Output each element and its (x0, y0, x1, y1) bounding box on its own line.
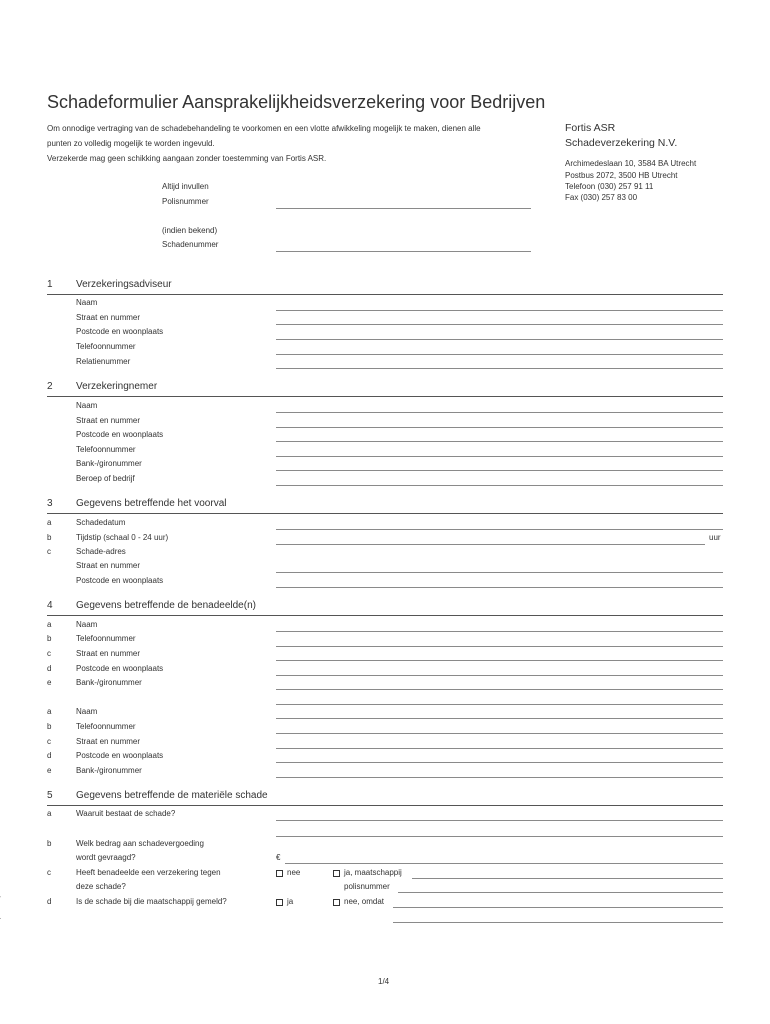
damage-description-field-1[interactable] (276, 820, 723, 821)
injured-2-postcode-label: Postcode en woonplaats (76, 751, 164, 760)
company-subname: Schadeverzekering N.V. (565, 137, 678, 149)
section-3-rule (47, 513, 723, 514)
section-4-rule (47, 615, 723, 616)
advisor-postcode-field[interactable] (276, 339, 723, 340)
reported-reason-field-2[interactable] (393, 922, 723, 923)
policyholder-street-field[interactable] (276, 427, 723, 428)
injured-2-bank-field[interactable] (276, 777, 723, 778)
injured-2-street-label: Straat en nummer (76, 737, 141, 746)
item-letter: b (47, 722, 52, 731)
item-letter: c (47, 737, 51, 746)
item-letter: d (47, 664, 52, 673)
section-2-number: 2 (47, 381, 53, 392)
advisor-postcode-label: Postcode en woonplaats (76, 327, 164, 336)
injured-1-street-field[interactable] (276, 660, 723, 661)
if-known-label: (indien bekend) (162, 226, 218, 235)
policyholder-phone-label: Telefoonnummer (76, 445, 136, 454)
other-insurance-no-checkbox[interactable] (276, 870, 283, 877)
injured-2-bank-label: Bank-/gironummer (76, 766, 142, 775)
compensation-label-line-2: wordt gevraagd? (76, 853, 136, 862)
injured-1-phone-field[interactable] (276, 646, 723, 647)
item-letter: d (47, 751, 52, 760)
policyholder-name-label: Naam (76, 401, 98, 410)
incident-date-label: Schadedatum (76, 518, 126, 527)
item-letter: a (47, 518, 52, 527)
section-5-number: 5 (47, 790, 53, 801)
policyholder-bank-field[interactable] (276, 470, 723, 471)
injured-1-postcode-field[interactable] (276, 675, 723, 676)
reported-label: Is de schade bij die maatschappij gemeld? (76, 897, 227, 906)
item-letter: b (47, 839, 52, 848)
item-letter: a (47, 620, 52, 629)
item-letter: e (47, 678, 52, 687)
injured-1-street-label: Straat en nummer (76, 649, 141, 658)
section-3-number: 3 (47, 498, 53, 509)
page-number: 1/4 (378, 977, 390, 986)
injured-1-bank-label: Bank-/gironummer (76, 678, 142, 687)
advisor-phone-field[interactable] (276, 354, 723, 355)
item-letter: d (47, 897, 52, 906)
item-letter: a (47, 809, 52, 818)
other-insurance-company-field[interactable] (412, 878, 723, 879)
policyholder-postcode-field[interactable] (276, 441, 723, 442)
policyholder-street-label: Straat en nummer (76, 416, 141, 425)
incident-postcode-field[interactable] (276, 587, 723, 588)
injured-2-name-label: Naam (76, 707, 98, 716)
other-insurance-no-label: nee (287, 868, 301, 877)
intro-text-line-1: Om onnodige vertraging van de schadebehandeling te voorkomen en een vlotte afwikkeling mogelijk te maken, dienen alle (47, 124, 481, 133)
advisor-name-label: Naam (76, 298, 98, 307)
reported-no-label: nee, omdat (344, 897, 385, 906)
policyholder-occupation-field[interactable] (276, 485, 723, 486)
euro-sign: € (276, 853, 281, 862)
advisor-relation-label: Relatienummer (76, 357, 131, 366)
compensation-label-line-1: Welk bedrag aan schadevergoeding (76, 839, 204, 848)
item-letter: a (47, 707, 52, 716)
other-insurance-yes-checkbox[interactable] (333, 870, 340, 877)
item-letter: b (47, 634, 52, 643)
policy-number-field[interactable] (276, 208, 531, 209)
advisor-street-field[interactable] (276, 324, 723, 325)
policyholder-phone-field[interactable] (276, 456, 723, 457)
section-1-rule (47, 294, 723, 295)
section-5-rule (47, 805, 723, 806)
company-phone: Telefoon (030) 257 91 11 (565, 182, 654, 191)
other-insurance-label-line-1: Heeft benadeelde een verzekering tegen (76, 868, 221, 877)
injured-2-phone-label: Telefoonnummer (76, 722, 136, 731)
item-letter: c (47, 547, 51, 556)
injured-1-postcode-label: Postcode en woonplaats (76, 664, 164, 673)
incident-postcode-label: Postcode en woonplaats (76, 576, 164, 585)
injured-2-street-field[interactable] (276, 748, 723, 749)
incident-time-label: Tijdstip (schaal 0 - 24 uur) (76, 533, 169, 542)
other-insurance-policy-field[interactable] (398, 892, 723, 893)
injured-1-bank-field[interactable] (276, 689, 723, 690)
incident-time-field[interactable] (276, 544, 705, 545)
company-name: Fortis ASR (565, 122, 616, 134)
claim-number-label: Schadenummer (162, 240, 219, 249)
advisor-phone-label: Telefoonnummer (76, 342, 136, 351)
advisor-street-label: Straat en nummer (76, 313, 141, 322)
incident-street-label: Straat en nummer (76, 561, 141, 570)
policyholder-occupation-label: Beroep of bedrijf (76, 474, 135, 483)
item-letter: c (47, 649, 51, 658)
company-address-visit: Archimedeslaan 10, 3584 BA Utrecht (565, 159, 697, 168)
advisor-relation-field[interactable] (276, 368, 723, 369)
section-1-title: Verzekeringsadviseur (76, 279, 172, 290)
section-3-title: Gegevens betreffende het voorval (76, 498, 227, 509)
injured-2-name-field[interactable] (276, 718, 723, 719)
time-unit-label: uur (709, 533, 721, 542)
injured-1-name-label: Naam (76, 620, 98, 629)
reported-reason-field-1[interactable] (393, 907, 723, 908)
injured-1-name-field[interactable] (276, 631, 723, 632)
other-insurance-yes-label: ja, maatschappij (344, 868, 402, 877)
other-insurance-label-line-2: deze schade? (76, 882, 126, 891)
item-letter: b (47, 533, 52, 542)
injured-2-phone-field[interactable] (276, 733, 723, 734)
always-fill-label: Altijd invullen (162, 182, 209, 191)
section-1-number: 1 (47, 279, 53, 290)
section-4-number: 4 (47, 600, 53, 611)
other-insurance-policy-label: polisnummer (344, 882, 390, 891)
policy-number-label: Polisnummer (162, 197, 209, 206)
incident-street-field[interactable] (276, 572, 723, 573)
policyholder-bank-label: Bank-/gironummer (76, 459, 142, 468)
section-5-title: Gegevens betreffende de materiële schade (76, 790, 268, 801)
compensation-amount-field[interactable] (285, 863, 723, 864)
intro-text-line-3: Verzekerde mag geen schikking aangaan zonder toestemming van Fortis ASR. (47, 154, 327, 163)
injured-2-extra-field[interactable] (276, 704, 723, 705)
reported-yes-checkbox[interactable] (276, 899, 283, 906)
policyholder-name-field[interactable] (276, 412, 723, 413)
damage-description-label: Waaruit bestaat de schade? (76, 809, 176, 818)
section-2-title: Verzekeringnemer (76, 381, 158, 392)
injured-2-postcode-field[interactable] (276, 762, 723, 763)
intro-text-line-2: punten zo volledig mogelijk te worden ingevuld. (47, 139, 215, 148)
section-2-rule (47, 396, 723, 397)
incident-date-field[interactable] (276, 529, 723, 530)
form-code (0, 895, 1, 945)
company-fax: Fax (030) 257 83 00 (565, 193, 638, 202)
reported-no-checkbox[interactable] (333, 899, 340, 906)
page-title: Schadeformulier Aansprakelijkheidsverzekering voor Bedrijven (47, 92, 546, 112)
policyholder-postcode-label: Postcode en woonplaats (76, 430, 164, 439)
incident-address-label: Schade-adres (76, 547, 126, 556)
item-letter: e (47, 766, 52, 775)
item-letter: c (47, 868, 51, 877)
reported-yes-label: ja (287, 897, 294, 906)
advisor-name-field[interactable] (276, 310, 723, 311)
section-4-title: Gegevens betreffende de benadeelde(n) (76, 600, 256, 611)
claim-number-field[interactable] (276, 251, 531, 252)
company-address-postal: Postbus 2072, 3500 HB Utrecht (565, 171, 678, 180)
damage-description-field-2[interactable] (276, 836, 723, 837)
injured-1-phone-label: Telefoonnummer (76, 634, 136, 643)
